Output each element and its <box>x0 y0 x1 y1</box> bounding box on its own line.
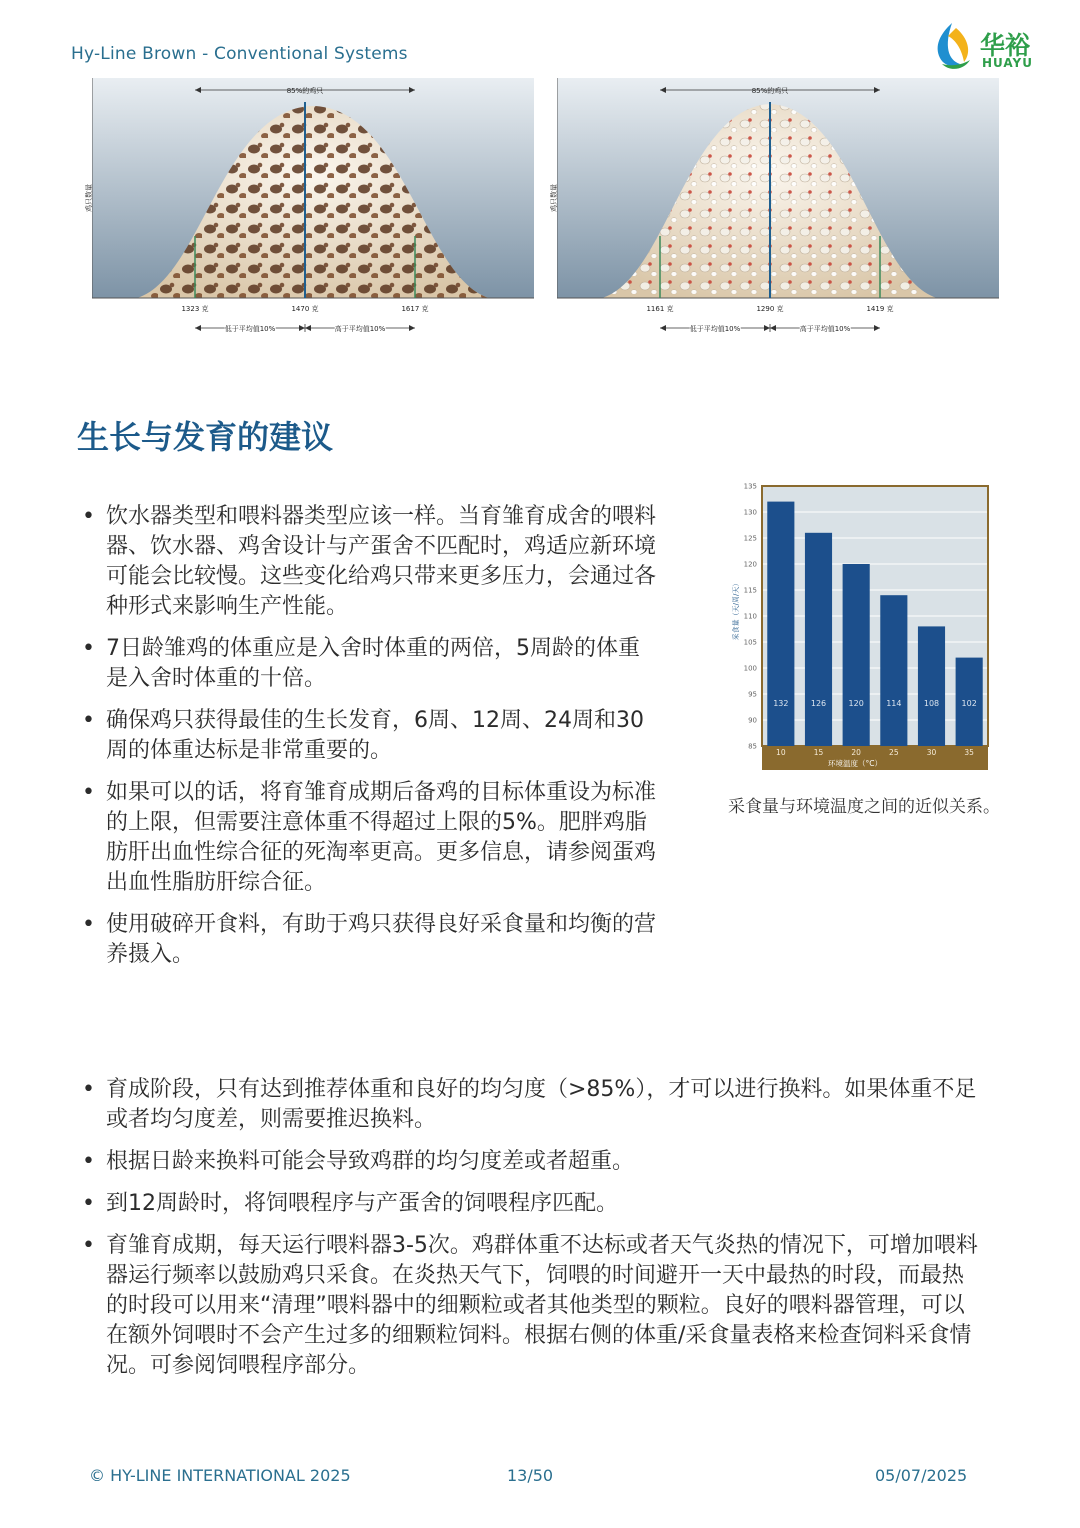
section-title: 生长与发育的建议 <box>77 418 334 456</box>
bullet-icon: • <box>82 912 95 937</box>
bar <box>918 626 945 746</box>
y-tick-label: 120 <box>743 560 757 569</box>
bar <box>880 595 907 746</box>
footer-page-number: 13/50 <box>507 1466 554 1485</box>
x-tick-label: 10 <box>776 748 786 757</box>
x-tick-label: 25 <box>889 748 899 757</box>
list-item-text: 使用破碎开食料，有助于鸡只获得良好采食量和均衡的营养摄入。 <box>106 912 657 967</box>
recommendation-list-top <box>78 502 658 982</box>
list-item-text: 7日龄雏鸡的体重应是入舍时体重的两倍，5周龄的体重是入舍时体重的十倍。 <box>106 636 640 691</box>
list-item <box>78 910 658 970</box>
bullet-icon: • <box>82 1233 95 1258</box>
huayu-leaf-icon <box>928 20 978 72</box>
above-mean-label: 高于平均值10% <box>799 325 851 333</box>
bar-data-label: 120 <box>848 699 864 708</box>
feed-intake-chart <box>730 478 992 776</box>
y-tick-label: 135 <box>743 482 757 491</box>
x-tick-label: 20 <box>851 748 861 757</box>
bar-data-label: 102 <box>961 699 977 708</box>
list-item <box>78 706 658 766</box>
feed-intake-chart-svg <box>730 478 992 776</box>
low-weight-label: 1161 克 <box>646 305 674 313</box>
huayu-logo <box>928 20 1043 72</box>
x-tick-label: 30 <box>926 748 937 757</box>
list-item <box>78 1231 983 1381</box>
list-item-text: 根据日龄来换料可能会导致鸡群的均匀度差或者超重。 <box>106 1149 635 1174</box>
above-mean-label: 高于平均值10% <box>334 325 386 333</box>
bar <box>805 533 832 746</box>
y-tick-label: 85 <box>748 742 757 751</box>
list-item-text: 育雏育成期，每天运行喂料器3-5次。鸡群体重不达标或者天气炎热的情况下，可增加喂料器运行频率以鼓励鸡只采食。在炎热天气下，饲喂的时间避开一天中最热的时段，而最热的时段可以用来“清理”喂料器中的细颗粒或者其他类型的颗粒。良好的喂料器管理，可以在额外饲喂时不会产生过多的细颗粒饲料。根据右侧的体重/采食量表格来检查饲料采食情况。可参阅饲喂程序部分。 <box>106 1233 978 1378</box>
x-tick-label: 35 <box>964 748 974 757</box>
below-mean-label: 低于平均值10% <box>689 325 741 333</box>
mean-weight-label: 1290 克 <box>756 305 784 313</box>
bullet-icon: • <box>82 504 95 529</box>
bar-data-label: 132 <box>773 699 789 708</box>
y-axis-label: 鸡只数量 <box>550 184 558 212</box>
high-weight-label: 1419 克 <box>866 305 894 313</box>
y-tick-label: 115 <box>743 586 757 595</box>
y-axis-label: 鸡只数量 <box>85 184 93 212</box>
y-tick-label: 95 <box>748 690 757 699</box>
bar-data-label: 108 <box>923 699 940 708</box>
y-tick-label: 100 <box>743 664 757 673</box>
list-item <box>78 502 658 622</box>
bar-data-label: 126 <box>810 699 827 708</box>
brand-name-en: HUAYU <box>982 56 1033 70</box>
chart-caption: 采食量与环境温度之间的近似关系。 <box>728 797 1000 817</box>
bullet-icon: • <box>82 780 95 805</box>
y-tick-label: 130 <box>743 508 757 517</box>
list-item-text: 如果可以的话，将育雏育成期后备鸡的目标体重设为标准的上限，但需要注意体重不得超过上限的5%。肥胖鸡脂肪肝出血性综合征的死淘率更高。更多信息，请参阅蛋鸡出血性脂肪肝综合征。 <box>106 780 657 895</box>
list-item <box>78 1147 983 1177</box>
recommendation-list-bottom <box>78 1075 983 1393</box>
y-tick-label: 105 <box>743 638 757 647</box>
brand-name-cn: 华裕 <box>980 31 1031 60</box>
below-mean-label: 低于平均值10% <box>224 325 276 333</box>
y-tick-label: 110 <box>743 612 757 621</box>
list-item-text: 确保鸡只获得最佳的生长发育，6周、12周、24周和30周的体重达标是非常重要的。 <box>106 708 644 763</box>
bar <box>767 502 794 746</box>
list-item <box>78 778 658 898</box>
bullet-icon: • <box>82 1077 95 1102</box>
list-item-text: 饮水器类型和喂料器类型应该一样。当育雏育成舍的喂料器、饮水器、鸡舍设计与产蛋舍不匹配时，鸡适应新环境可能会比较慢。这些变化给鸡只带来更多压力，会通过各种形式来影响生产性能。 <box>106 504 657 619</box>
bullet-icon: • <box>82 1191 95 1216</box>
bullet-icon: • <box>82 708 95 733</box>
percent-label: 85%的鸡只 <box>286 87 324 95</box>
mean-weight-label: 1470 克 <box>291 305 319 313</box>
list-item <box>78 1075 983 1135</box>
high-weight-label: 1617 克 <box>401 305 429 313</box>
x-axis-label: 环境温度（°C） <box>828 759 882 768</box>
bar <box>843 564 870 746</box>
y-tick-label: 90 <box>748 716 757 725</box>
uniformity-distribution-white <box>550 78 999 340</box>
bullet-icon: • <box>82 1149 95 1174</box>
footer-date: 05/07/2025 <box>875 1466 968 1485</box>
footer-copyright: © HY-LINE INTERNATIONAL 2025 <box>89 1466 351 1485</box>
y-axis-label: 采食量（天/周/天） <box>732 579 740 641</box>
percent-label: 85%的鸡只 <box>751 87 789 95</box>
y-tick-label: 125 <box>743 534 757 543</box>
header-title: Hy-Line Brown - Conventional Systems <box>71 44 408 64</box>
list-item <box>78 1189 983 1219</box>
low-weight-label: 1323 克 <box>181 305 209 313</box>
bullet-icon: • <box>82 636 95 661</box>
uniformity-distribution-brown <box>85 78 534 340</box>
list-item-text: 育成阶段，只有达到推荐体重和良好的均匀度（>85%），才可以进行换料。如果体重不足或者均匀度差，则需要推迟换料。 <box>106 1077 977 1132</box>
bar-data-label: 114 <box>886 699 902 708</box>
list-item-text: 到12周龄时，将饲喂程序与产蛋舍的饲喂程序匹配。 <box>106 1191 618 1216</box>
x-tick-label: 15 <box>813 748 824 757</box>
list-item <box>78 634 658 694</box>
